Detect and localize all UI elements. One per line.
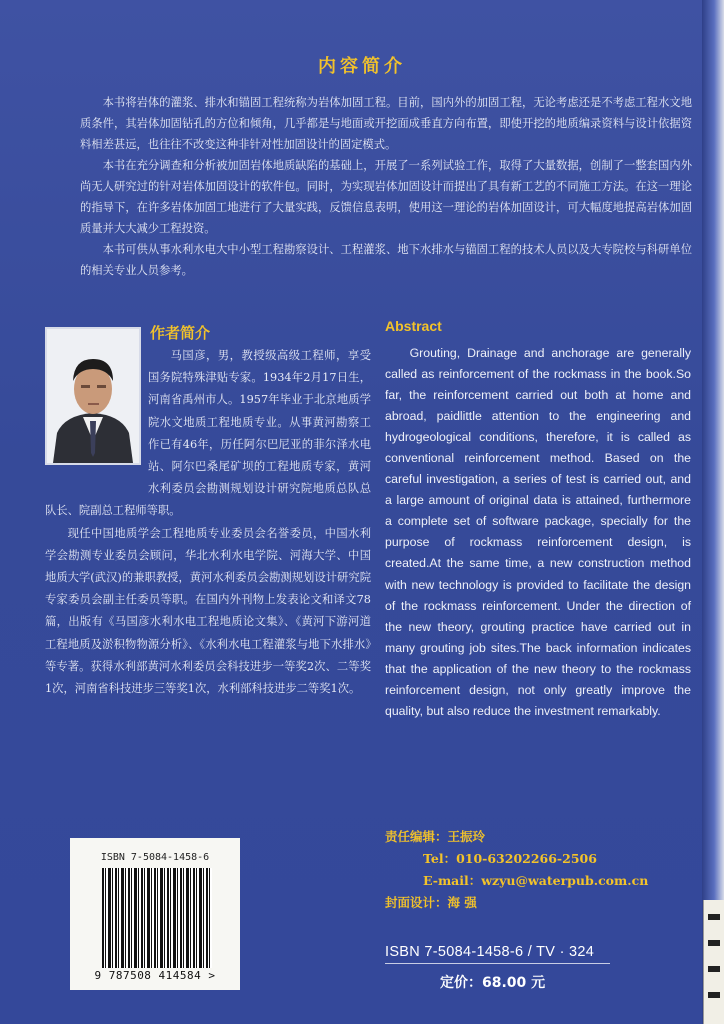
cover-design-credit: 封面设计：海 强 (385, 895, 477, 910)
price: 定价：68.00 元 (440, 975, 546, 991)
publisher-email: E-mail：wzyu@waterpub.com.cn (423, 873, 649, 888)
barcode-icon (102, 868, 212, 968)
isbn-line: ISBN 7-5084-1458-6 / TV · 324 (385, 944, 610, 964)
author-paragraph: 现任中国地质学会工程地质专业委员会名誉委员，中国水利学会勘测专业委员会顾问，华北水利水电学院、河海大学、中国地质大学(武汉)的兼职教授，黄河水利委员会勘测规划设计研究院专家委员会副主任委员等职。在国内外刊物上发表论文和译文78篇，出版有《马国彦水利水电工程地质论文集》、《黄河下游河道工程地质及淤积物物源分析》、《水利水电工程灌浆与地下水排水》等专著。获得水利部黄河水利委员会科技进步一等奖2次、二等奖1次，河南省科技进步三等奖1次，水利部科技进步二等奖1次。 (45, 526, 371, 696)
spine-edge (702, 0, 724, 1024)
publisher-tel: Tel：010-63202266-2506 (423, 851, 597, 866)
editor-credit: 责任编辑：王振玲 (385, 829, 486, 844)
author-bio (45, 345, 371, 700)
summary-paragraph: 本书将岩体的灌浆、排水和锚固工程统称为岩体加固工程。目前，国内外的加固工程，无论考虑还是不考虑工程水文地质条件，其岩体加固钻孔的方位和倾角，几乎都是与地面或开挖面成垂直方向布置，即使开挖的地质编录资料与设计依据资料相差甚远，也往往不改变这种非针对性加固设计的固定模式。 (80, 96, 692, 151)
barcode-label (70, 838, 240, 990)
library-sticker (703, 900, 724, 1024)
author-paragraph: 马国彦，男，教授级高级工程师，享受国务院特殊津贴专家。1934年2月17日生，河南省禹州市人。1957年毕业于北京地质学院水文地质工程地质专业。从事黄河勘察工作已有46年，历任阿尔巴尼亚的菲尔泽水电站、阿尔巴桑尾矿坝的工程地质专家，黄河水利委员会勘测规划设计研究院地质总队总队长、院副总工程师等职。 (45, 349, 371, 518)
summary-text (80, 92, 692, 281)
summary-paragraph: 本书可供从事水利水电大中小型工程勘察设计、工程灌浆、地下水排水与锚固工程的技术人员以及大专院校与科研单位的相关专业人员参考。 (80, 243, 692, 277)
abstract-heading: Abstract (385, 318, 442, 334)
barcode-isbn: ISBN 7-5084-1458-6 (100, 852, 210, 863)
summary-paragraph: 本书在充分调查和分析被加固岩体地质缺陷的基础上，开展了一系列试验工作，取得了大量数据，创制了一整套国内外尚无人研究过的针对岩体加固设计的软件包。同时，为实现岩体加固设计而提出了具有新工艺的不同施工方法。在这一理论的指导下，在许多岩体加固工地进行了大量实践，反馈信息表明，使用这一理论的岩体加固设计，可大幅度地提高岩体加固质量并大大减少工程投资。 (80, 159, 692, 235)
credits-block (385, 826, 655, 914)
abstract-text: Grouting, Drainage and anchorage are generally called as reinforcement of the rockmass in the book.So far, the reinforcement carried out both at home and abroad, paidlittle attention to the engineering and hydrogeological conditions, therefore, it is called as conventional reinforcement method. Based on the careful investigation, a series of test is carried out, and a large amount of original data is attained, furthermore a complete set of software package, specially for the purpose of rockmass reinforcement design, is created.At the same time, a new construction method with new technology is provided to facilitate the design of the rockmass reinforcement. Under the direction of the new theory, grouting practice have carried out in many grouting job sites.The back information indicates that the application of the new theory to the rockmass reinforcement design, not only greatly improve the quality, but also reduce the investment remarkably. (385, 346, 691, 718)
author-heading: 作者简介 (150, 324, 211, 342)
summary-title: 内容简介 (318, 56, 406, 77)
barcode-digits: 9 787508 414584 > (94, 969, 216, 982)
